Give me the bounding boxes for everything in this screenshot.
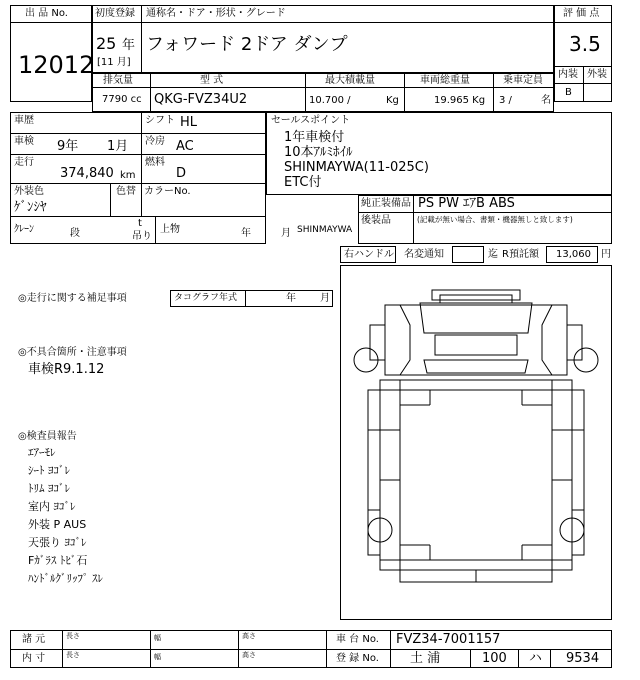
- chassis-number: FVZ34-7001157: [396, 632, 501, 647]
- shift-value: HL: [180, 115, 198, 130]
- body-year: 年: [241, 228, 251, 239]
- inspection-label: 車検: [14, 136, 34, 147]
- inspector-item: ﾊﾝﾄﾞﾙｸﾞﾘｯﾌﾟ ｽﾚ: [28, 572, 103, 585]
- plate-label: 登 録 No.: [336, 653, 379, 664]
- sales-point-item: SHINMAYWA(11-025C): [284, 160, 429, 175]
- interior-grade: B: [565, 87, 572, 98]
- model-label: 通称名・ドア・形状・グレード: [146, 8, 286, 19]
- history-label: 車歴: [14, 115, 34, 126]
- plate-number: 9534: [566, 651, 600, 666]
- driving-notes-label: ◎走行に関する補足事項: [18, 293, 127, 304]
- height-label: 高さ: [242, 651, 256, 659]
- body-maker: SHINMAYWA: [297, 225, 353, 235]
- fuel-value: D: [176, 166, 187, 181]
- dims-label: 諸 元: [22, 634, 46, 645]
- equipment-label: 純正装備品: [361, 198, 411, 209]
- max-load-unit: Kg: [386, 95, 399, 106]
- aircon-value: AC: [176, 139, 194, 154]
- lot-number: 12012: [18, 51, 95, 79]
- first-reg-label: 初度登録: [95, 8, 135, 19]
- ext-color-label: 外装色: [14, 186, 44, 197]
- first-reg-month: [11 月]: [97, 57, 131, 68]
- recycle-amount: 13,060: [556, 249, 591, 260]
- exterior-label: 外装: [587, 69, 607, 80]
- sales-points-label: セールスポイント: [271, 115, 351, 126]
- first-reg-year-unit: 年: [122, 38, 136, 53]
- length-label: 長さ: [66, 651, 80, 659]
- first-reg-year: 25: [96, 34, 117, 53]
- inspection-year: 9年: [57, 139, 79, 154]
- tacho-month: 月: [320, 293, 330, 304]
- ext-color-value: ｹﾞﾝｼﾔ: [14, 200, 47, 215]
- mileage-unit: km: [120, 170, 136, 181]
- inspector-item: 天張り ﾖｺﾞﾚ: [28, 536, 87, 549]
- recycle-unit: 円: [601, 249, 611, 260]
- inspection-month: 1月: [107, 139, 129, 154]
- width-label: 幅: [154, 634, 161, 642]
- crane-stage: 段: [70, 228, 80, 239]
- warranty-label: 迄: [488, 249, 498, 260]
- lot-label: 出 品 No.: [25, 8, 68, 19]
- recycle-label: R預託額: [502, 249, 539, 260]
- aftermarket-label: 後装品: [361, 215, 391, 226]
- length-label: 長さ: [66, 632, 80, 640]
- shift-label: シフト: [145, 115, 175, 126]
- type-value: QKG-FVZ34U2: [154, 92, 248, 107]
- height-label: 高さ: [242, 632, 256, 640]
- gross-weight-label: 車両総重量: [420, 75, 470, 86]
- capacity-label: 乗車定員: [503, 75, 543, 86]
- defect-item: 車検R9.1.12: [28, 362, 105, 377]
- sales-point-item: 10本ｱﾙﾐﾎｲﾙ: [284, 145, 353, 160]
- plate-region: 土 浦: [410, 651, 441, 666]
- equipment-value: PS PW ｴｱB ABS: [418, 196, 515, 211]
- mileage-value: 374,840: [60, 166, 114, 181]
- crane-t: t: [138, 218, 142, 229]
- name-change-box: [452, 246, 484, 263]
- capacity-unit: 名: [541, 95, 551, 106]
- max-load-label: 最大積載量: [325, 75, 375, 86]
- name-change-label: 名変通知: [404, 249, 444, 260]
- sales-point-item: 1年車検付: [284, 130, 345, 145]
- body-label: 上物: [160, 224, 180, 235]
- crane-lift: 吊り: [132, 231, 152, 242]
- truck-diagram: [340, 265, 612, 620]
- color-no-label: 色替: [116, 186, 136, 197]
- type-label: 型 式: [200, 75, 224, 86]
- inspector-label: ◎検査員報告: [18, 431, 77, 442]
- displacement: 7790 cc: [102, 94, 142, 105]
- inspector-item: 外装 P AUS: [28, 518, 87, 531]
- score-value: 3.5: [569, 32, 601, 56]
- interior-label: 内装: [558, 69, 578, 80]
- capacity: 3 /: [499, 95, 512, 106]
- aftermarket-note: (記載が無い場合、書類・機器無しと致します): [417, 215, 573, 224]
- gross-weight: 19.965 Kg: [434, 95, 486, 106]
- displacement-label: 排気量: [103, 75, 133, 86]
- color-code-label: カラーNo.: [144, 186, 191, 197]
- max-load: 10.700 /: [309, 95, 351, 106]
- inspector-item: ｴｱｰﾓﾚ: [28, 446, 56, 459]
- inner-label: 内 寸: [22, 653, 46, 664]
- steering-value: 右ハンドル: [344, 249, 394, 260]
- chassis-label: 車 台 No.: [336, 634, 379, 645]
- tacho-year: 年: [286, 293, 296, 304]
- inspector-item: Fｶﾞﾗｽ ﾄﾋﾞ石: [28, 554, 88, 567]
- inspector-item: ﾄﾘﾑ ﾖｺﾞﾚ: [28, 482, 70, 495]
- sales-point-item: ETC付: [284, 175, 322, 190]
- crane-label: ｸﾚｰﾝ: [14, 224, 34, 235]
- mileage-label: 走行: [14, 157, 34, 168]
- body-month: 月: [281, 228, 291, 239]
- aircon-label: 冷房: [145, 136, 165, 147]
- width-label: 幅: [154, 653, 161, 661]
- fuel-label: 燃料: [145, 157, 165, 168]
- inspector-item: 室内 ﾖｺﾞﾚ: [28, 500, 76, 513]
- tacho-label: タコグラフ年式: [174, 293, 238, 303]
- model-name: フォワード 2ドア ダンプ: [146, 34, 348, 55]
- plate-kana: ハ: [529, 651, 543, 666]
- plate-class: 100: [482, 651, 507, 666]
- inspector-item: ｼｰﾄ ﾖｺﾞﾚ: [28, 464, 70, 477]
- defects-label: ◎不具合箇所・注意事項: [18, 347, 127, 358]
- score-label: 評 価 点: [563, 8, 600, 19]
